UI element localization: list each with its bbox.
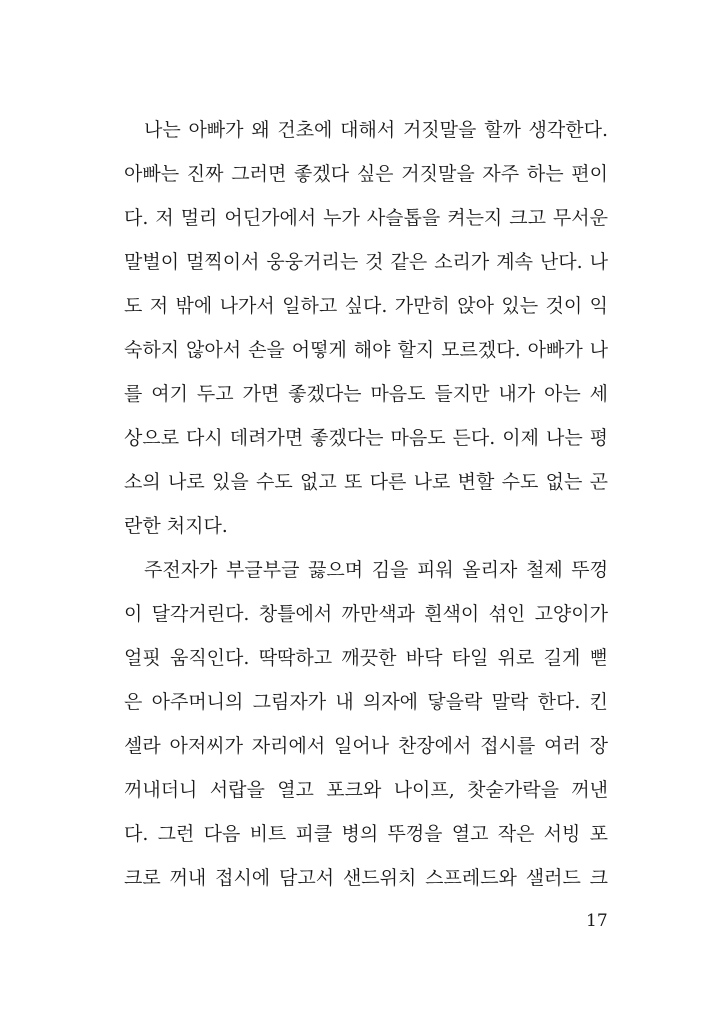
text-line: 다. 저 멀리 어딘가에서 누가 사슬톱을 켜는지 크고 무서운 <box>124 207 608 229</box>
text-line: 셀라 아저씨가 자리에서 일어나 찬장에서 접시를 여러 장 <box>124 735 608 757</box>
page-number: 17 <box>586 911 608 931</box>
text-line: 도 저 밖에 나가서 일하고 싶다. 가만히 앉아 있는 것이 익 <box>124 295 608 317</box>
text-line: 이 달각거린다. 창틀에서 까만색과 흰색이 섞인 고양이가 <box>124 603 608 625</box>
text-line: 아빠는 진짜 그러면 좋겠다 싶은 거짓말을 자주 하는 편이 <box>124 163 608 185</box>
text-line: 숙하지 않아서 손을 어떻게 해야 할지 모르겠다. 아빠가 나 <box>124 339 608 361</box>
text-line: 를 여기 두고 가면 좋겠다는 마음도 들지만 내가 아는 세 <box>124 383 608 405</box>
text-line: 말벌이 멀찍이서 웅웅거리는 것 같은 소리가 계속 난다. 나 <box>124 251 608 273</box>
text-line: 소의 나로 있을 수도 없고 또 다른 나로 변할 수도 없는 곤 <box>124 471 608 493</box>
text-line: 상으로 다시 데려가면 좋겠다는 마음도 든다. 이제 나는 평 <box>124 427 608 449</box>
text-line: 크로 꺼내 접시에 담고서 샌드위치 스프레드와 샐러드 크 <box>124 867 608 889</box>
text-line: 은 아주머니의 그림자가 내 의자에 닿을락 말락 한다. 킨 <box>124 691 608 713</box>
text-line: 나는 아빠가 왜 건초에 대해서 거짓말을 할까 생각한다. <box>144 119 608 141</box>
text-line: 꺼내더니 서랍을 열고 포크와 나이프, 찻숟가락을 꺼낸 <box>124 779 608 801</box>
text-line: 란한 처지다. <box>124 515 228 537</box>
text-line: 주전자가 부글부글 끓으며 김을 피워 올리자 철제 뚜껑 <box>144 559 608 581</box>
text-line: 얼핏 움직인다. 딱딱하고 깨끗한 바닥 타일 위로 길게 뻗 <box>124 647 608 669</box>
text-line: 다. 그런 다음 비트 피클 병의 뚜껑을 열고 작은 서빙 포 <box>124 823 608 845</box>
